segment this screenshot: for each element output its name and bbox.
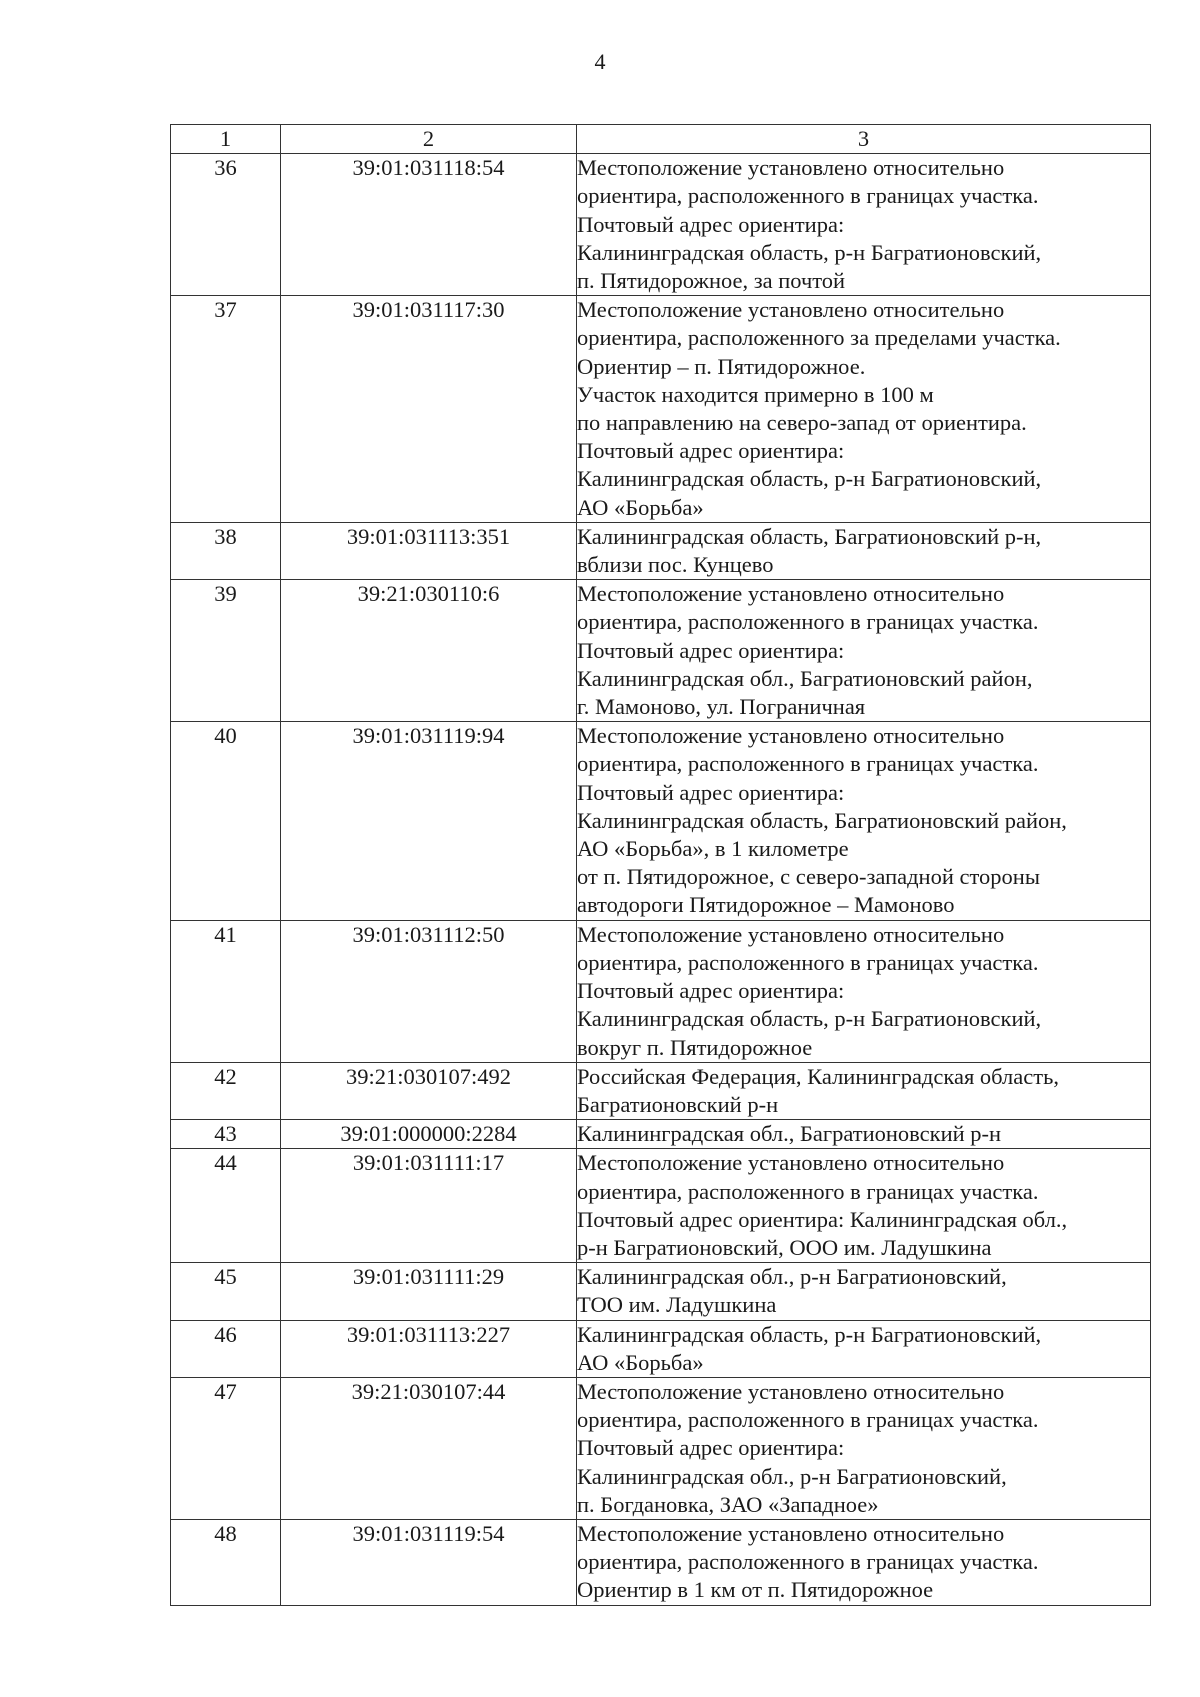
location-line: вокруг п. Пятидорожное xyxy=(577,1034,813,1060)
row-number-cell: 37 xyxy=(171,296,281,523)
location-line: п. Пятидорожное, за почтой xyxy=(577,268,846,294)
cadastral-number-cell: 39:01:031111:29 xyxy=(281,1263,577,1320)
row-number-cell: 36 xyxy=(171,154,281,296)
location-line: Калининградская обл., Багратионовский р-н xyxy=(577,1121,1002,1147)
table-body xyxy=(171,154,1151,1605)
location-line: Местоположение установлено относительно xyxy=(577,297,1005,323)
location-line: от п. Пятидорожное, с северо-западной стороны xyxy=(577,864,1040,890)
cadastral-number-cell: 39:21:030110:6 xyxy=(281,580,577,722)
location-cell xyxy=(577,296,1151,523)
table-row xyxy=(171,296,1151,523)
row-number-cell: 46 xyxy=(171,1320,281,1377)
row-number-cell: 48 xyxy=(171,1519,281,1605)
location-line: Местоположение установлено относительно xyxy=(577,581,1005,607)
location-line: по направлению на северо-запад от ориентира. xyxy=(577,410,1027,436)
location-line: автодороги Пятидорожное – Мамоново xyxy=(577,892,955,918)
location-line: Калининградская область, р-н Багратионовский, xyxy=(577,1006,1042,1032)
location-cell xyxy=(577,722,1151,920)
location-line: Участок находится примерно в 100 м xyxy=(577,381,934,407)
row-number-cell: 45 xyxy=(171,1263,281,1320)
location-cell xyxy=(577,1149,1151,1263)
table-row xyxy=(171,1519,1151,1605)
table-row xyxy=(171,1120,1151,1149)
page-number: 4 xyxy=(594,49,606,74)
cadastral-number-cell: 39:21:030107:44 xyxy=(281,1377,577,1519)
row-number-cell: 44 xyxy=(171,1149,281,1263)
location-line: Почтовый адрес ориентира: xyxy=(577,211,845,237)
table-row xyxy=(171,1263,1151,1320)
location-line: ТОО им. Ладушкина xyxy=(577,1292,777,1318)
row-number-cell: 38 xyxy=(171,522,281,579)
location-line: АО «Борьба» xyxy=(577,1349,704,1375)
cadastral-number-cell: 39:01:000000:2284 xyxy=(281,1120,577,1149)
location-cell xyxy=(577,522,1151,579)
location-line: Калининградская обл., р-н Багратионовский, xyxy=(577,1463,1007,1489)
column-header-cadastral: 2 xyxy=(281,125,577,154)
location-line: Калининградская область, Багратионовский район, xyxy=(577,807,1067,833)
location-line: Калининградская область, Багратионовский р-н, xyxy=(577,523,1042,549)
location-line: ориентира, расположенного за пределами участка. xyxy=(577,325,1061,351)
location-line: Почтовый адрес ориентира: xyxy=(577,1435,845,1461)
table-row xyxy=(171,1377,1151,1519)
row-number-cell: 39 xyxy=(171,580,281,722)
table-row xyxy=(171,580,1151,722)
location-cell xyxy=(577,1519,1151,1605)
location-line: Багратионовский р-н xyxy=(577,1091,779,1117)
location-line: Калининградская обл., р-н Багратионовский, xyxy=(577,1264,1007,1290)
cadastral-number-cell: 39:01:031112:50 xyxy=(281,920,577,1062)
table-row xyxy=(171,920,1151,1062)
land-plots-table xyxy=(170,124,1151,1606)
column-header-location: 3 xyxy=(577,125,1151,154)
cadastral-number-cell: 39:21:030107:492 xyxy=(281,1062,577,1119)
location-line: Почтовый адрес ориентира: Калининградская обл., xyxy=(577,1206,1068,1232)
location-line: ориентира, расположенного в границах участка. xyxy=(577,1178,1039,1204)
cadastral-number-cell: 39:01:031118:54 xyxy=(281,154,577,296)
location-line: ориентира, расположенного в границах участка. xyxy=(577,183,1039,209)
location-line: Калининградская область, р-н Багратионовский, xyxy=(577,466,1042,492)
cadastral-number-cell: 39:01:031119:94 xyxy=(281,722,577,920)
location-line: ориентира, расположенного в границах участка. xyxy=(577,751,1039,777)
location-line: Почтовый адрес ориентира: xyxy=(577,438,845,464)
location-line: АО «Борьба», в 1 километре xyxy=(577,836,849,862)
cadastral-number-cell: 39:01:031111:17 xyxy=(281,1149,577,1263)
location-cell xyxy=(577,1320,1151,1377)
table-row xyxy=(171,722,1151,920)
table-row xyxy=(171,1320,1151,1377)
row-number-cell: 43 xyxy=(171,1120,281,1149)
location-line: Местоположение установлено относительно xyxy=(577,1150,1005,1176)
table-row xyxy=(171,522,1151,579)
location-line: ориентира, расположенного в границах участка. xyxy=(577,609,1039,635)
location-cell xyxy=(577,1062,1151,1119)
location-cell xyxy=(577,1377,1151,1519)
table-row xyxy=(171,154,1151,296)
location-cell xyxy=(577,920,1151,1062)
row-number-cell: 41 xyxy=(171,920,281,1062)
location-cell xyxy=(577,1120,1151,1149)
table-row xyxy=(171,1149,1151,1263)
location-line: Почтовый адрес ориентира: xyxy=(577,779,845,805)
location-line: Местоположение установлено относительно xyxy=(577,1378,1005,1404)
cadastral-number-cell: 39:01:031119:54 xyxy=(281,1519,577,1605)
table-header-row xyxy=(171,125,1151,154)
location-line: Ориентир – п. Пятидорожное. xyxy=(577,353,866,379)
row-number-cell: 42 xyxy=(171,1062,281,1119)
location-line: Почтовый адрес ориентира: xyxy=(577,978,845,1004)
location-line: г. Мамоново, ул. Пограничная xyxy=(577,694,866,720)
location-line: Местоположение установлено относительно xyxy=(577,921,1005,947)
location-line: Калининградская область, р-н Багратионовский, xyxy=(577,239,1042,265)
row-number-cell: 47 xyxy=(171,1377,281,1519)
location-line: Местоположение установлено относительно xyxy=(577,1520,1005,1546)
location-cell xyxy=(577,1263,1151,1320)
location-cell xyxy=(577,580,1151,722)
location-line: Калининградская область, р-н Багратионовский, xyxy=(577,1321,1042,1347)
cadastral-number-cell: 39:01:031117:30 xyxy=(281,296,577,523)
location-line: р-н Багратионовский, ООО им. Ладушкина xyxy=(577,1234,992,1260)
table-row xyxy=(171,1062,1151,1119)
location-line: Местоположение установлено относительно xyxy=(577,723,1005,749)
location-line: ориентира, расположенного в границах участка. xyxy=(577,1549,1039,1575)
location-line: Калининградская обл., Багратионовский район, xyxy=(577,665,1033,691)
location-line: ориентира, расположенного в границах участка. xyxy=(577,1407,1039,1433)
location-line: вблизи пос. Кунцево xyxy=(577,552,774,578)
row-number-cell: 40 xyxy=(171,722,281,920)
location-line: ориентира, расположенного в границах участка. xyxy=(577,949,1039,975)
location-line: п. Богдановка, ЗАО «Западное» xyxy=(577,1491,879,1517)
location-line: Российская Федерация, Калининградская область, xyxy=(577,1063,1059,1089)
cadastral-number-cell: 39:01:031113:227 xyxy=(281,1320,577,1377)
location-line: Местоположение установлено относительно xyxy=(577,155,1005,181)
location-line: Почтовый адрес ориентира: xyxy=(577,637,845,663)
location-cell xyxy=(577,154,1151,296)
column-header-number: 1 xyxy=(171,125,281,154)
location-line: АО «Борьба» xyxy=(577,494,704,520)
cadastral-number-cell: 39:01:031113:351 xyxy=(281,522,577,579)
location-line: Ориентир в 1 км от п. Пятидорожное xyxy=(577,1577,934,1603)
